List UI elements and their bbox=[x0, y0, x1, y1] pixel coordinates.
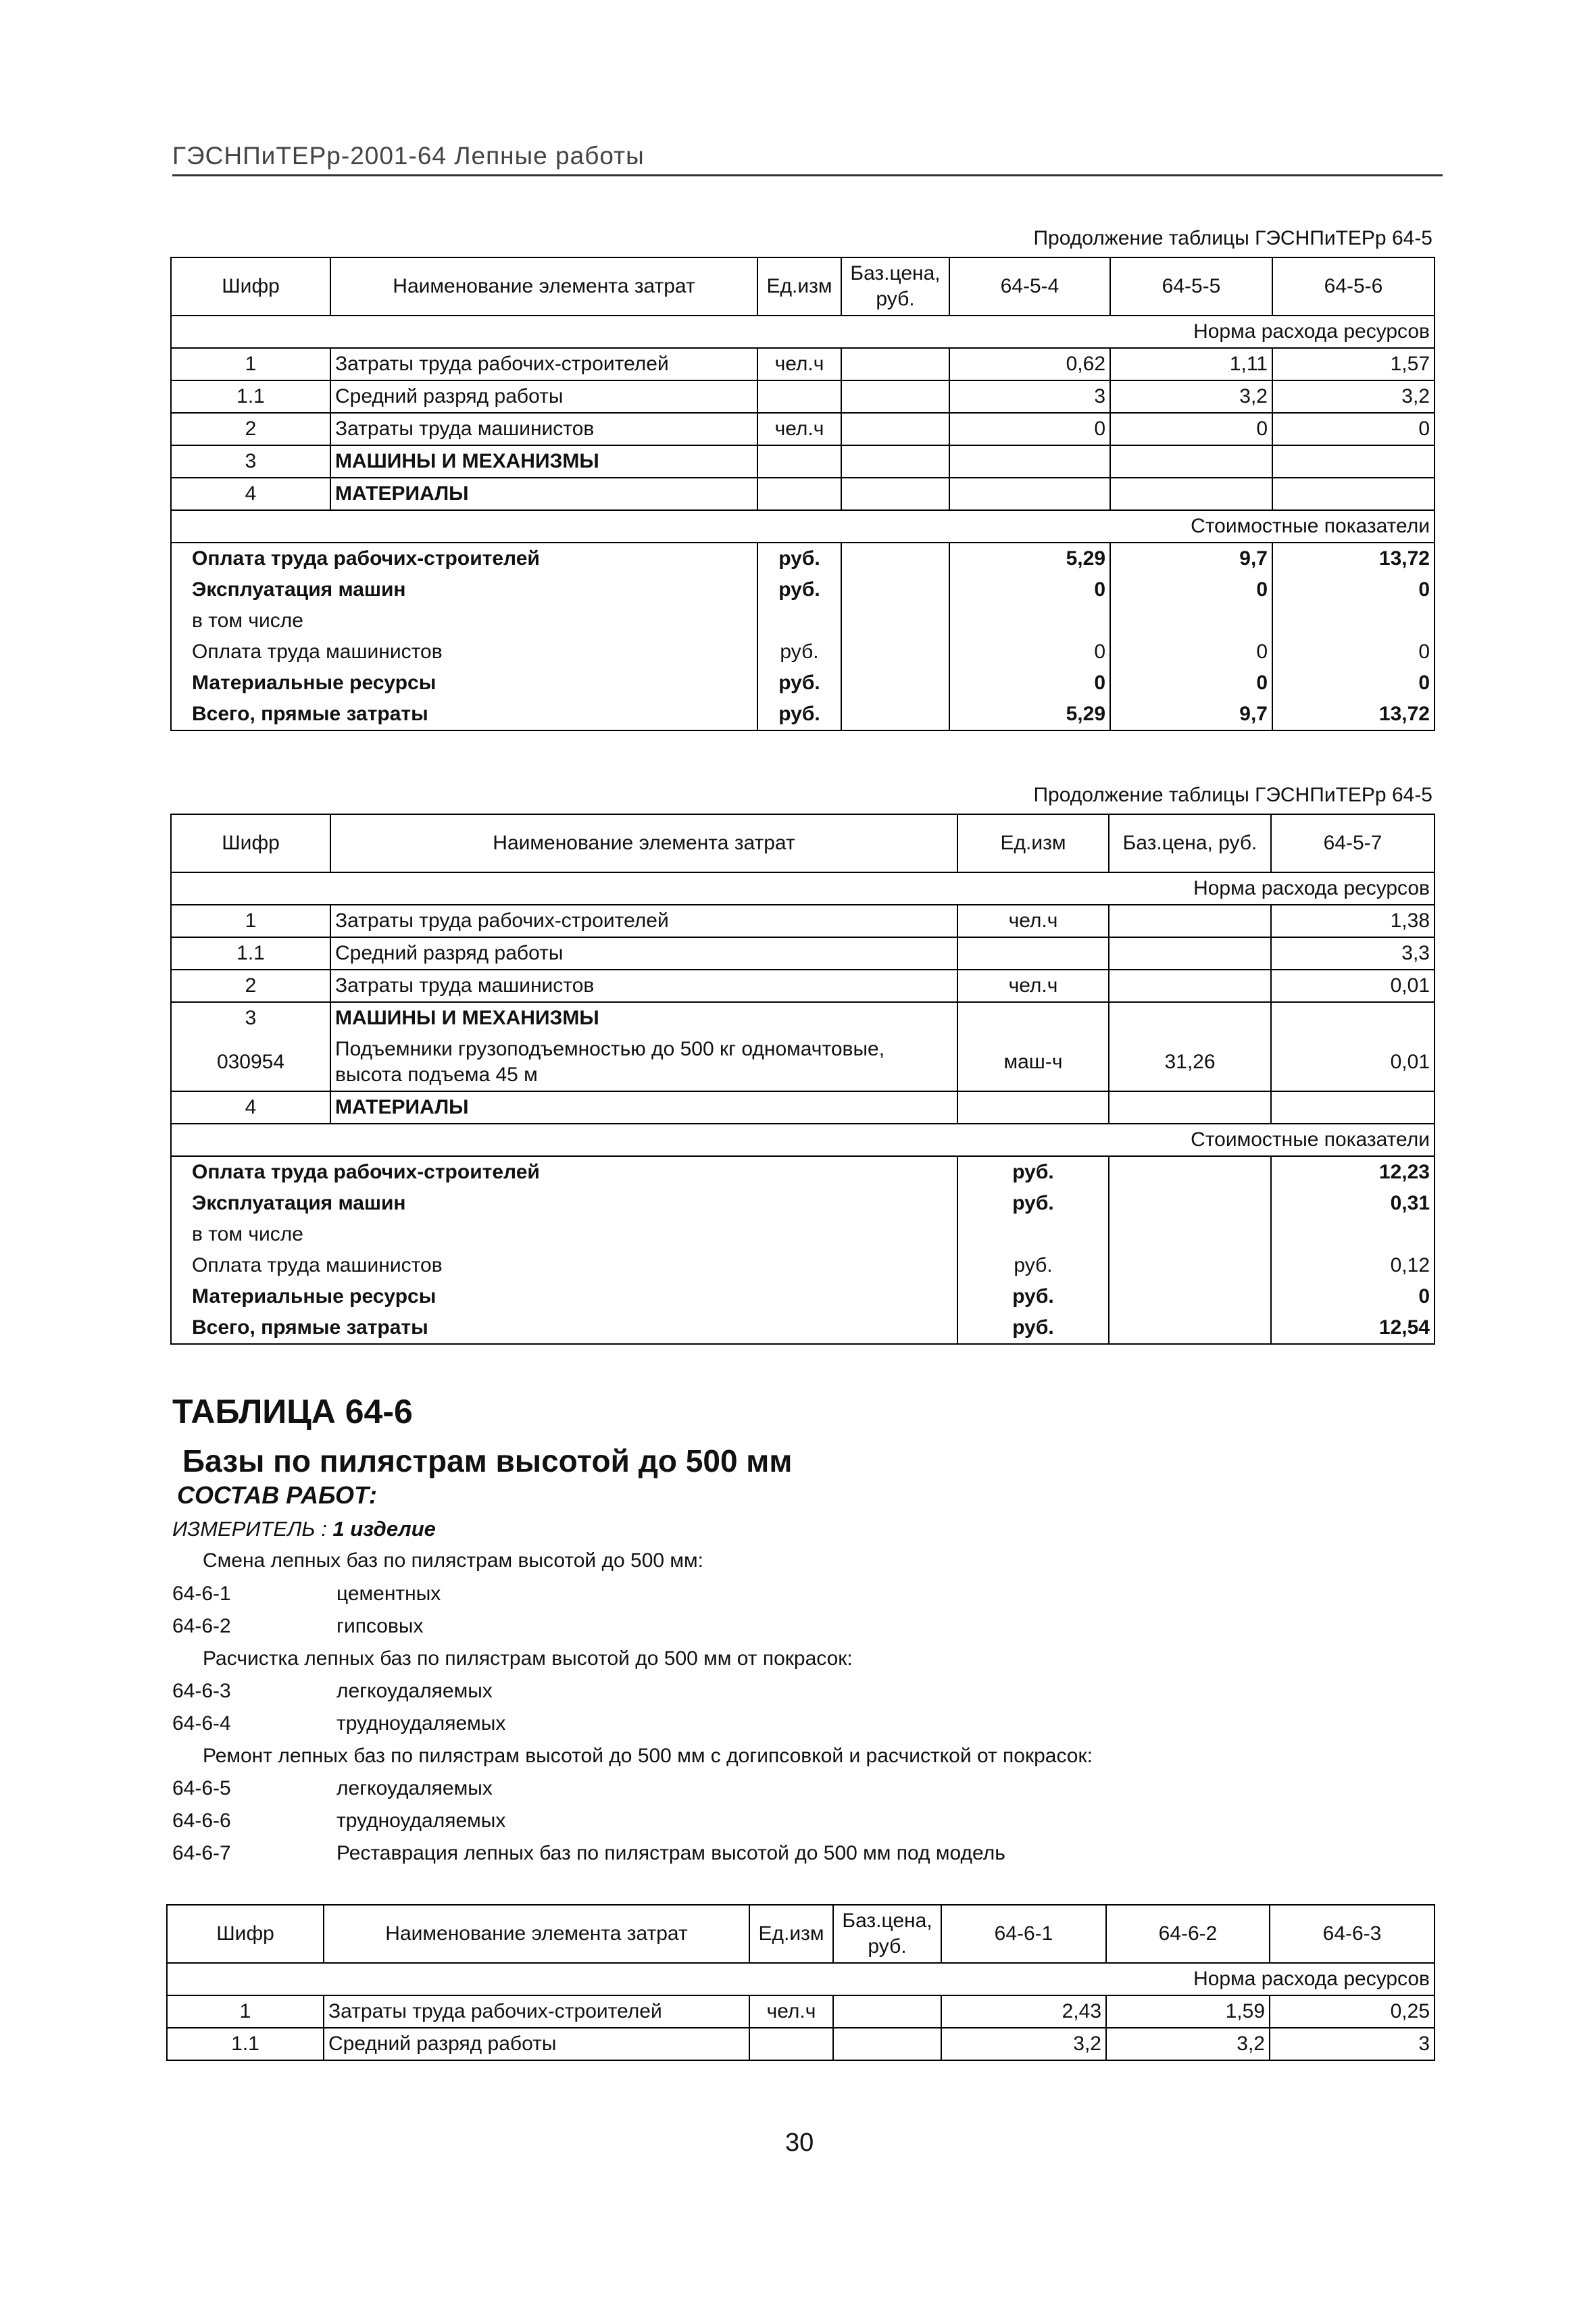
col-price: Баз.цена, руб. bbox=[833, 1905, 941, 1963]
table2-header-row bbox=[171, 814, 1435, 872]
cost-unit: руб. bbox=[757, 574, 841, 605]
section-title: ТАБЛИЦА 64-6 bbox=[172, 1393, 413, 1430]
row-value: 0 bbox=[949, 413, 1110, 445]
cost-row bbox=[171, 699, 1435, 730]
col-64-6-3: 64-6-3 bbox=[1270, 1905, 1435, 1963]
table-row bbox=[171, 413, 1435, 445]
cost-name: Эксплуатация машин bbox=[171, 1188, 957, 1219]
col-unit: Ед.изм bbox=[749, 1905, 833, 1963]
work-item: трудноудаляемых bbox=[336, 1810, 506, 1832]
row-name: МАТЕРИАЛЫ bbox=[330, 1091, 957, 1124]
table1-header-row bbox=[171, 257, 1435, 316]
cost-value bbox=[1272, 605, 1435, 637]
cost-value bbox=[1271, 1219, 1435, 1250]
table-row bbox=[171, 478, 1435, 510]
row-name: Средний разряд работы bbox=[330, 937, 957, 970]
row-value: 3,2 bbox=[1272, 380, 1435, 413]
col-64-6-1: 64-6-1 bbox=[941, 1905, 1106, 1963]
izmeritel-label: ИЗМЕРИТЕЛЬ : bbox=[172, 1517, 327, 1541]
cost-row bbox=[171, 574, 1435, 605]
row-code: 1.1 bbox=[171, 380, 330, 413]
row-code: 3 bbox=[171, 1002, 330, 1034]
row-unit: чел.ч bbox=[757, 413, 841, 445]
table3-header-row bbox=[167, 1905, 1435, 1963]
cost-row bbox=[171, 637, 1435, 668]
table-row bbox=[171, 380, 1435, 413]
row-value: 0,01 bbox=[1271, 1034, 1435, 1091]
row-value: 2,43 bbox=[941, 1995, 1106, 2028]
cost-value: 0 bbox=[1110, 668, 1272, 699]
cost-value: 9,7 bbox=[1110, 699, 1272, 730]
section-subtitle: Базы по пилястрам высотой до 500 мм bbox=[182, 1443, 793, 1478]
row-code: 030954 bbox=[171, 1034, 330, 1091]
row-value: 1,59 bbox=[1106, 1995, 1270, 2028]
cost-value: 0,31 bbox=[1271, 1188, 1435, 1219]
row-code: 2 bbox=[171, 413, 330, 445]
header-rule bbox=[172, 174, 1443, 176]
row-value: 1,57 bbox=[1272, 348, 1435, 380]
norma-label: Норма расхода ресурсов bbox=[171, 316, 1435, 348]
row-name: Подъемники грузоподъемностью до 500 кг одномачтовые, высота подъема 45 м bbox=[330, 1034, 957, 1091]
row-value: 0,01 bbox=[1271, 970, 1435, 1002]
row-value bbox=[1110, 478, 1272, 510]
row-value: 1,38 bbox=[1271, 905, 1435, 937]
cost-name: Оплата труда машинистов bbox=[171, 637, 757, 668]
row-value: 0 bbox=[1272, 413, 1435, 445]
col-64-6-2: 64-6-2 bbox=[1106, 1905, 1270, 1963]
table-row bbox=[171, 1091, 1435, 1124]
row-code: 4 bbox=[171, 478, 330, 510]
cost-row bbox=[171, 605, 1435, 637]
col-code: Шифр bbox=[167, 1905, 324, 1963]
table1-caption: Продолжение таблицы ГЭСНПиТЕРр 64-5 bbox=[1033, 227, 1432, 249]
cost-unit: руб. bbox=[957, 1156, 1109, 1188]
row-name: Средний разряд работы bbox=[330, 380, 757, 413]
row-value: 3 bbox=[949, 380, 1110, 413]
cost-value: 0 bbox=[1110, 574, 1272, 605]
cost-value: 9,7 bbox=[1110, 543, 1272, 574]
row-value bbox=[949, 478, 1110, 510]
table-row bbox=[171, 1034, 1435, 1091]
row-name: Затраты труда машинистов bbox=[330, 413, 757, 445]
row-price bbox=[841, 348, 949, 380]
cost-unit: руб. bbox=[757, 543, 841, 574]
row-code: 1 bbox=[171, 905, 330, 937]
row-name: Затраты труда рабочих-строителей bbox=[330, 348, 757, 380]
work-code: 64-6-2 bbox=[172, 1615, 231, 1637]
cost-unit bbox=[957, 1219, 1109, 1250]
cost-value: 13,72 bbox=[1272, 699, 1435, 730]
work-para: Ремонт лепных баз по пилястрам высотой до 500 мм с догипсовкой и расчисткой от покрасок: bbox=[203, 1745, 1093, 1767]
table-row bbox=[171, 1002, 1435, 1034]
cost-row bbox=[171, 1281, 1435, 1312]
table1 bbox=[170, 257, 1435, 731]
running-header: ГЭСНПиТЕРр-2001-64 Лепные работы bbox=[172, 142, 645, 170]
col-code: Шифр bbox=[171, 814, 330, 872]
work-item: Реставрация лепных баз по пилястрам высотой до 500 мм под модель bbox=[336, 1842, 1005, 1864]
row-value: 3,3 bbox=[1271, 937, 1435, 970]
table-row bbox=[171, 937, 1435, 970]
cost-unit: руб. bbox=[957, 1312, 1109, 1344]
cost-unit: руб. bbox=[757, 637, 841, 668]
row-value: 0,25 bbox=[1270, 1995, 1435, 2028]
cost-unit: руб. bbox=[957, 1250, 1109, 1281]
row-value: 1,11 bbox=[1110, 348, 1272, 380]
row-unit bbox=[757, 445, 841, 478]
row-unit: чел.ч bbox=[757, 348, 841, 380]
cost-name: Всего, прямые затраты bbox=[171, 699, 757, 730]
cost-value: 5,29 bbox=[949, 699, 1110, 730]
work-code: 64-6-1 bbox=[172, 1583, 231, 1605]
cost-row bbox=[171, 1250, 1435, 1281]
cost-value: 0 bbox=[949, 637, 1110, 668]
row-price bbox=[841, 413, 949, 445]
col-64-5-4: 64-5-4 bbox=[949, 257, 1110, 316]
cost-label: Стоимостные показатели bbox=[171, 1124, 1435, 1156]
cost-name: Оплата труда рабочих-строителей bbox=[171, 1156, 957, 1188]
row-value: 3,2 bbox=[941, 2028, 1106, 2060]
cost-name: Эксплуатация машин bbox=[171, 574, 757, 605]
cost-unit: руб. bbox=[957, 1188, 1109, 1219]
cost-value: 12,23 bbox=[1271, 1156, 1435, 1188]
row-value bbox=[1271, 1002, 1435, 1034]
row-name: МАТЕРИАЛЫ bbox=[330, 478, 757, 510]
cost-value: 0 bbox=[1110, 637, 1272, 668]
table-row bbox=[167, 2028, 1435, 2060]
cost-unit: руб. bbox=[957, 1281, 1109, 1312]
cost-unit: руб. bbox=[757, 668, 841, 699]
row-value bbox=[1272, 478, 1435, 510]
work-para: Расчистка лепных баз по пилястрам высотой до 500 мм от покрасок: bbox=[203, 1647, 853, 1670]
col-name: Наименование элемента затрат bbox=[330, 814, 957, 872]
cost-value: 0 bbox=[1272, 668, 1435, 699]
row-code: 3 bbox=[171, 445, 330, 478]
cost-value: 0 bbox=[1271, 1281, 1435, 1312]
row-value: 3,2 bbox=[1106, 2028, 1270, 2060]
col-price: Баз.цена, руб. bbox=[1109, 814, 1271, 872]
row-unit bbox=[957, 1091, 1109, 1124]
row-code: 1.1 bbox=[171, 937, 330, 970]
norma-label: Норма расхода ресурсов bbox=[171, 872, 1435, 905]
row-price bbox=[841, 380, 949, 413]
row-unit bbox=[757, 380, 841, 413]
cost-name: в том числе bbox=[171, 605, 757, 637]
cost-value: 12,54 bbox=[1271, 1312, 1435, 1344]
cost-name: Материальные ресурсы bbox=[171, 1281, 957, 1312]
cost-unit: руб. bbox=[757, 699, 841, 730]
work-code: 64-6-5 bbox=[172, 1777, 231, 1799]
table-row bbox=[171, 348, 1435, 380]
cost-unit bbox=[757, 605, 841, 637]
row-code: 1 bbox=[167, 1995, 324, 2028]
cost-value: 0 bbox=[1272, 637, 1435, 668]
cost-name: Всего, прямые затраты bbox=[171, 1312, 957, 1344]
cost-value: 5,29 bbox=[949, 543, 1110, 574]
row-unit: чел.ч bbox=[957, 905, 1109, 937]
cost-value bbox=[949, 605, 1110, 637]
row-name: Затраты труда машинистов bbox=[330, 970, 957, 1002]
col-unit: Ед.изм bbox=[757, 257, 841, 316]
row-name: Средний разряд работы bbox=[324, 2028, 749, 2060]
row-price bbox=[1109, 905, 1271, 937]
work-code: 64-6-3 bbox=[172, 1680, 231, 1702]
work-item: гипсовых bbox=[336, 1615, 424, 1637]
cost-row bbox=[171, 543, 1435, 574]
col-name: Наименование элемента затрат bbox=[330, 257, 757, 316]
row-name: МАШИНЫ И МЕХАНИЗМЫ bbox=[330, 1002, 957, 1034]
work-item: трудноудаляемых bbox=[336, 1712, 506, 1735]
page-number: 30 bbox=[785, 2129, 814, 2157]
cost-row bbox=[171, 1219, 1435, 1250]
cost-name: Материальные ресурсы bbox=[171, 668, 757, 699]
row-value: 0 bbox=[1110, 413, 1272, 445]
cost-name: Оплата труда машинистов bbox=[171, 1250, 957, 1281]
table2 bbox=[170, 814, 1435, 1345]
cost-row bbox=[171, 1188, 1435, 1219]
izmeritel-value: 1 изделие bbox=[332, 1517, 436, 1541]
row-price bbox=[1109, 1091, 1271, 1124]
cost-row bbox=[171, 1312, 1435, 1344]
row-price bbox=[1109, 937, 1271, 970]
work-item: легкоудаляемых bbox=[336, 1777, 493, 1799]
row-price bbox=[841, 445, 949, 478]
row-unit bbox=[957, 937, 1109, 970]
col-64-5-7: 64-5-7 bbox=[1271, 814, 1435, 872]
work-code: 64-6-7 bbox=[172, 1842, 231, 1864]
izmeritel bbox=[172, 1517, 436, 1541]
row-value: 3 bbox=[1270, 2028, 1435, 2060]
row-value bbox=[1110, 445, 1272, 478]
row-unit bbox=[749, 2028, 833, 2060]
cost-value: 0 bbox=[949, 574, 1110, 605]
row-price bbox=[833, 1995, 941, 2028]
col-64-5-6: 64-5-6 bbox=[1272, 257, 1435, 316]
cost-value bbox=[1110, 605, 1272, 637]
table-row bbox=[171, 445, 1435, 478]
work-code: 64-6-4 bbox=[172, 1712, 231, 1735]
cost-value: 13,72 bbox=[1272, 543, 1435, 574]
row-price bbox=[841, 478, 949, 510]
row-name: Затраты труда рабочих-строителей bbox=[324, 1995, 749, 2028]
cost-name: в том числе bbox=[171, 1219, 957, 1250]
table3 bbox=[166, 1904, 1435, 2061]
cost-name: Оплата труда рабочих-строителей bbox=[171, 543, 757, 574]
row-code: 2 bbox=[171, 970, 330, 1002]
work-item: цементных bbox=[336, 1583, 441, 1605]
row-unit bbox=[957, 1002, 1109, 1034]
table-row bbox=[171, 970, 1435, 1002]
cost-row bbox=[171, 1156, 1435, 1188]
table-row bbox=[171, 905, 1435, 937]
row-code: 1.1 bbox=[167, 2028, 324, 2060]
table2-caption: Продолжение таблицы ГЭСНПиТЕРр 64-5 bbox=[1033, 784, 1432, 806]
cost-value: 0 bbox=[949, 668, 1110, 699]
col-code: Шифр bbox=[171, 257, 330, 316]
row-price bbox=[1109, 970, 1271, 1002]
row-price bbox=[1109, 1002, 1271, 1034]
row-price bbox=[833, 2028, 941, 2060]
cost-value: 0 bbox=[1272, 574, 1435, 605]
col-name: Наименование элемента затрат bbox=[324, 1905, 749, 1963]
cost-row bbox=[171, 668, 1435, 699]
sostav-heading: СОСТАВ РАБОТ: bbox=[177, 1481, 377, 1509]
row-value bbox=[1272, 445, 1435, 478]
cost-value: 0,12 bbox=[1271, 1250, 1435, 1281]
row-unit: чел.ч bbox=[957, 970, 1109, 1002]
table-row bbox=[167, 1995, 1435, 2028]
row-unit: чел.ч bbox=[749, 1995, 833, 2028]
row-name: МАШИНЫ И МЕХАНИЗМЫ bbox=[330, 445, 757, 478]
row-value bbox=[1271, 1091, 1435, 1124]
work-para: Смена лепных баз по пилястрам высотой до 500 мм: bbox=[203, 1549, 704, 1572]
row-value: 0,62 bbox=[949, 348, 1110, 380]
row-unit bbox=[757, 478, 841, 510]
col-price: Баз.цена, руб. bbox=[841, 257, 949, 316]
cost-label: Стоимостные показатели bbox=[171, 510, 1435, 543]
col-unit: Ед.изм bbox=[957, 814, 1109, 872]
row-code: 4 bbox=[171, 1091, 330, 1124]
work-item: легкоудаляемых bbox=[336, 1680, 493, 1702]
row-value bbox=[949, 445, 1110, 478]
row-code: 1 bbox=[171, 348, 330, 380]
row-price: 31,26 bbox=[1109, 1034, 1271, 1091]
col-64-5-5: 64-5-5 bbox=[1110, 257, 1272, 316]
row-name: Затраты труда рабочих-строителей bbox=[330, 905, 957, 937]
work-code: 64-6-6 bbox=[172, 1810, 231, 1832]
row-unit: маш-ч bbox=[957, 1034, 1109, 1091]
norma-label: Норма расхода ресурсов bbox=[167, 1963, 1435, 1995]
row-value: 3,2 bbox=[1110, 380, 1272, 413]
